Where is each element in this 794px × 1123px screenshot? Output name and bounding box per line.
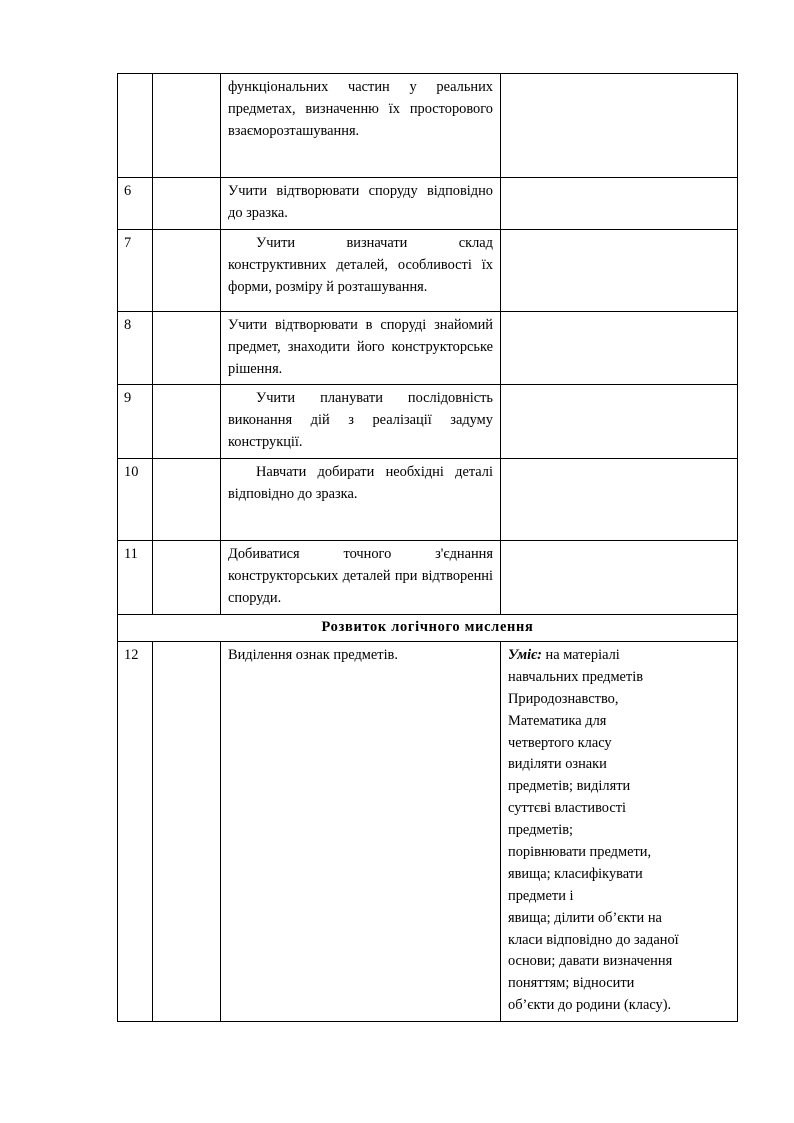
row-content-text: Учити планувати послідовність виконання дій з реалізації задуму конструкції. xyxy=(228,390,493,451)
row-secondary-cell xyxy=(153,385,221,459)
row-indicator-cell xyxy=(501,311,738,385)
row-number-cell xyxy=(118,74,153,178)
row-content-text: функціональних частин у реальних предметах, визначенню їх просторового взаєморозташування. xyxy=(228,79,493,139)
row-content-text: Учити визначати склад конструктивних деталей, особливості їх форми, розміру й розташування. xyxy=(228,234,493,295)
table-row xyxy=(118,229,738,311)
table-row xyxy=(118,541,738,615)
row-secondary-cell xyxy=(153,541,221,615)
row-content-text: Навчати добирати необхідні деталі відповідно до зразка. xyxy=(228,464,493,503)
table-row xyxy=(118,311,738,385)
row-indicator-cell xyxy=(501,642,738,1022)
row-number-cell: 9 xyxy=(118,385,153,459)
curriculum-table xyxy=(117,73,738,1022)
row-indicator-cell xyxy=(501,178,738,230)
row-content-cell xyxy=(221,642,501,1022)
row-number-cell: 11 xyxy=(118,541,153,615)
table-row xyxy=(118,178,738,230)
row-number-cell: 12 xyxy=(118,642,153,1022)
row-indicator-cell xyxy=(501,385,738,459)
row-indicator-cell xyxy=(501,74,738,178)
row-content-cell xyxy=(221,541,501,615)
row-number-cell: 8 xyxy=(118,311,153,385)
section-header-row xyxy=(118,615,738,642)
indicator-body: на матеріалі навчальних предметів Природознавство, Математика для четвертого класу виділяти ознаки предметів; виділяти суттєві властивості предметів; порівнювати предмети, явища; класифікувати предмети і явища; ділити об’єкти на класи відповідно до заданої основи; давати визначення поняттям; відносити об’єкти до родини (класу). xyxy=(508,647,679,1014)
table-row xyxy=(118,385,738,459)
section-header-title: Розвиток логічного мислення xyxy=(118,615,738,642)
row-content-text: Виділення ознак предметів. xyxy=(228,647,398,664)
row-content-text: Добиватися точного з'єднання конструкторських деталей при відтворенні споруди. xyxy=(228,546,493,607)
indicator-text xyxy=(508,645,731,1017)
row-content-cell xyxy=(221,74,501,178)
row-content-text: Учити відтворювати в споруді знайомий предмет, знаходити його конструкторське рішення. xyxy=(228,316,493,377)
row-content-cell xyxy=(221,178,501,230)
table-row xyxy=(118,642,738,1022)
row-number-cell: 10 xyxy=(118,459,153,541)
row-content-cell xyxy=(221,311,501,385)
table-row xyxy=(118,74,738,178)
row-indicator-cell xyxy=(501,229,738,311)
indicator-lead-label: Уміє: xyxy=(508,647,542,664)
row-secondary-cell xyxy=(153,459,221,541)
table-row xyxy=(118,459,738,541)
row-content-cell xyxy=(221,229,501,311)
table-body xyxy=(118,74,738,1022)
row-secondary-cell xyxy=(153,74,221,178)
row-number-cell: 6 xyxy=(118,178,153,230)
row-content-text: Учити відтворювати споруду відповідно до зразка. xyxy=(228,183,493,221)
row-indicator-cell xyxy=(501,541,738,615)
row-indicator-cell xyxy=(501,459,738,541)
row-number-cell: 7 xyxy=(118,229,153,311)
row-secondary-cell xyxy=(153,311,221,385)
row-content-cell xyxy=(221,385,501,459)
row-secondary-cell xyxy=(153,178,221,230)
row-secondary-cell xyxy=(153,642,221,1022)
row-content-cell xyxy=(221,459,501,541)
row-secondary-cell xyxy=(153,229,221,311)
